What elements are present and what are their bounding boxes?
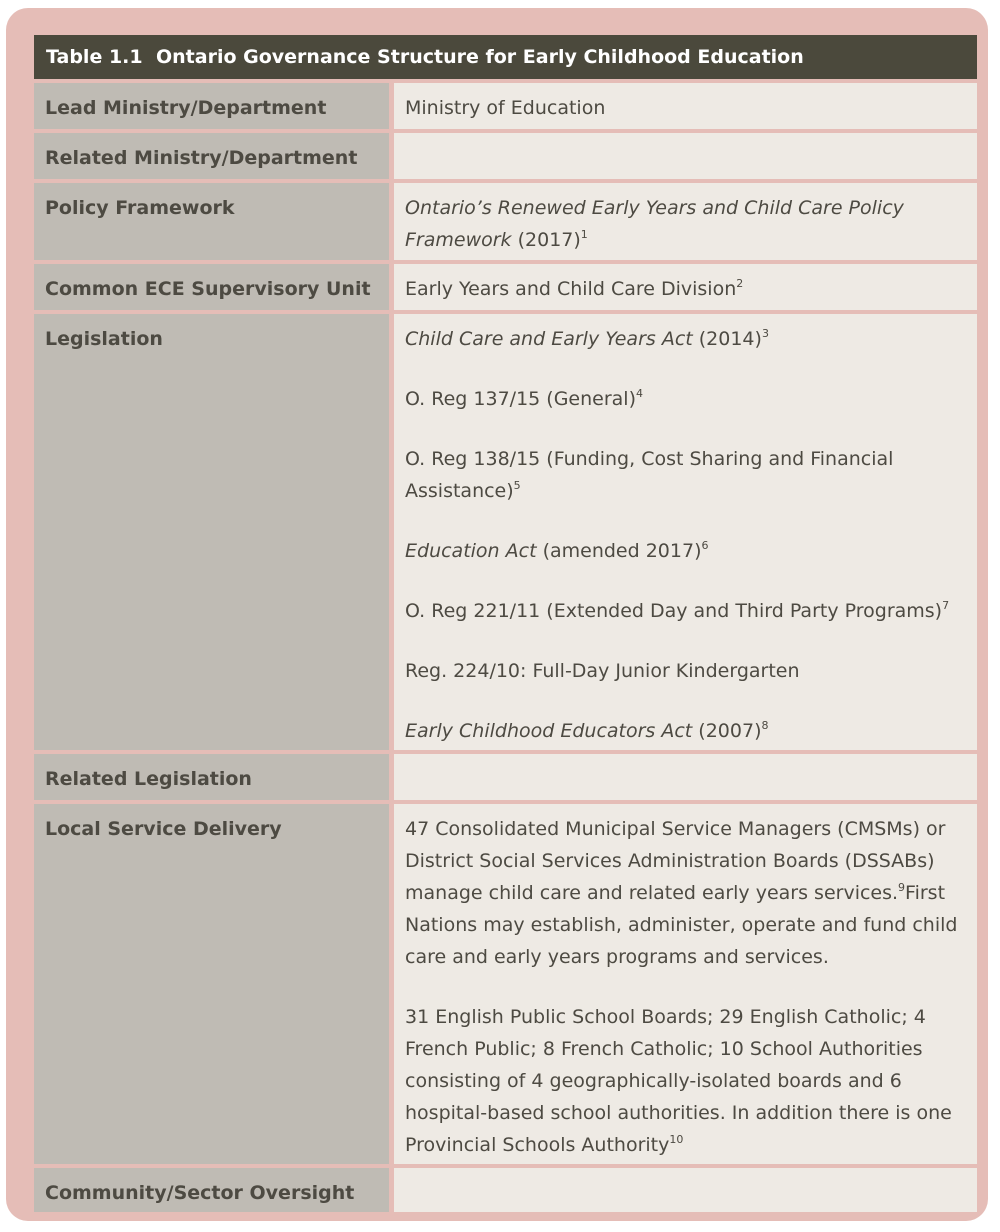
row-label: Related Ministry/Department (34, 133, 389, 179)
row-label: Community/Sector Oversight (34, 1168, 389, 1212)
local-paragraph: 31 English Public School Boards; 29 English Catholic; 4 French Public; 8 French Catholic; 10 School Authorities consisting of 4 geographically-isolated boards and 6 hospital-based school authorities. In addition there is one Provincial Schools Authority$^{10}$ (405, 1006, 952, 1156)
governance-table (34, 35, 977, 1212)
supervisory-unit: Early Years and Child Care Division (405, 278, 737, 300)
row-label: Related Legislation (34, 754, 389, 800)
legislation-list (394, 314, 977, 750)
table-row (34, 183, 977, 260)
row-label: Lead Ministry/Department (34, 83, 389, 129)
table-title: Ontario Governance Structure for Early Childhood Education (156, 46, 804, 68)
table-title-bar (34, 35, 977, 79)
table-number: Table 1.1 (46, 46, 143, 68)
footnote-marker: 2 (736, 277, 744, 290)
table-row (34, 804, 977, 1164)
legislation-item: Education Act (amended 2017)$^6$ (405, 539, 709, 562)
table-frame (6, 8, 988, 1221)
row-value (394, 264, 977, 310)
policy-year: (2017) (511, 229, 581, 251)
legislation-item: O. Reg 137/15 (General)$^4$ (405, 387, 643, 410)
row-label: Local Service Delivery (34, 804, 389, 1164)
table-row (34, 83, 977, 129)
row-label: Legislation (34, 314, 389, 750)
table-row (34, 754, 977, 800)
table-row (34, 264, 977, 310)
policy-title: Ontario’s Renewed Early Years and Child Care Policy Framework (405, 197, 904, 251)
row-value (394, 183, 977, 260)
row-value: Ministry of Education (394, 83, 977, 129)
row-value (394, 804, 977, 1164)
row-value (394, 133, 977, 179)
table-row (34, 133, 977, 179)
table-row (34, 314, 977, 750)
row-label: Policy Framework (34, 183, 389, 260)
legislation-item: Child Care and Early Years Act $(2014)^3$ (405, 327, 769, 350)
footnote-marker: 1 (580, 228, 588, 241)
table-row (34, 1168, 977, 1212)
legislation-item: Reg. 224/10: Full-Day Junior Kindergarten (405, 660, 800, 682)
local-paragraph: 47 Consolidated Municipal Service Managers (CMSMs) or District Social Services Administration Boards (DSSABs) manage child care and related early years services.$^9$First Nations may establish, administer, operate and fund child care and early years programs and services. (405, 818, 958, 968)
row-label: Common ECE Supervisory Unit (34, 264, 389, 310)
legislation-item: O. Reg 221/11 (Extended Day and Third Party Programs)$^7$ (405, 599, 950, 622)
row-value (394, 1168, 977, 1212)
legislation-item: Early Childhood Educators Act $(2007)^8$ (405, 719, 769, 742)
legislation-item: O. Reg 138/15 (Funding, Cost Sharing and Financial Assistance)$^5$ (405, 448, 894, 502)
row-value (394, 754, 977, 800)
